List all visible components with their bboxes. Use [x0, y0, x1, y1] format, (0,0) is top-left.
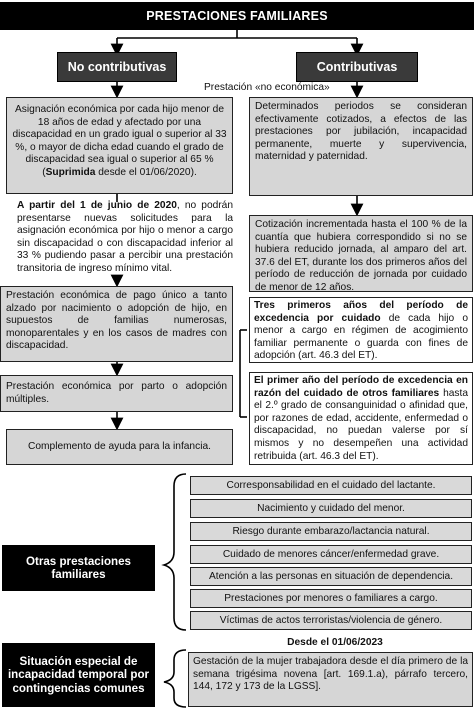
- parto-multiple-box: Prestación económica por parto o adopción múltiples.: [0, 375, 233, 412]
- transitoria-date: A partir del 1 de junio de 2020: [17, 200, 177, 211]
- page-title: PRESTACIONES FAMILIARES: [0, 2, 474, 30]
- excedencia-hijo-box: [249, 297, 473, 363]
- otras-item: Cuidado de menores cáncer/enfermedad grave.: [190, 545, 472, 564]
- asignacion-text: Asignación económica por cada hijo menor de 18 años de edad y afectado por una discapacidad en un grado igual o superior al 33 %, o mayor de dicha edad cuando el grado de discapacidad sea igual o superior al 65 % (: [12, 104, 227, 178]
- cotizados-box: Determinados periodos se consideran efectivamente cotizados, a efectos de las prestaciones por jubilación, incapacidad permanente, muerte y supervivencia, maternidad y paternidad.: [249, 97, 473, 196]
- otras-item: Corresponsabilidad en el cuidado del lactante.: [190, 476, 472, 495]
- excedencia-hijo-text: de cada hijo o menor a cargo en régimen de acogimiento familiar permanente o guarda con fines de adopción (art. 46.3 del ET).: [254, 312, 468, 362]
- otras-item: Víctimas de actos terroristas/violencia de género.: [190, 611, 472, 630]
- excedencia-familiares-box: [249, 372, 473, 465]
- asignacion-tail: desde el 01/06/2020).: [95, 166, 197, 178]
- otras-item: Nacimiento y cuidado del menor.: [190, 499, 472, 518]
- otras-item: Atención a las personas en situación de dependencia.: [190, 567, 472, 586]
- otras-item: Riesgo durante embarazo/lactancia natural.: [190, 522, 472, 541]
- suprimida-text: Suprimida: [45, 166, 96, 178]
- gestacion-box: Gestación de la mujer trabajadora desde el día primero de la semana trigésima novena [art. 169.1.a), párrafo tercero, 144, 172 y 173 de la LGSS].: [188, 652, 473, 707]
- excedencia-familiares-strong: El primer año del período de excedencia en razón del cuidado de otros familiares: [254, 375, 468, 399]
- situacion-especial-label: Situación especial de incapacidad temporal por contingencias comunes: [2, 643, 155, 707]
- branch-no-contributivas: No contributivas: [57, 52, 177, 82]
- infancia-box: Complemento de ayuda para la infancia.: [6, 429, 233, 465]
- branch-contributivas: Contributivas: [296, 52, 418, 82]
- asignacion-box: [6, 97, 233, 194]
- transitoria-note: [17, 200, 233, 277]
- excedencia-hijo-strong: Tres primeros años del período de excedencia por cuidado: [254, 300, 468, 324]
- excedencia-familiares-text: hasta el 2.º grado de consanguinidad o afinidad que, por razones de edad, accidente, enfermedad o discapacidad, no puedan valerse por sí mismos y no desempeñen una actividad retribuida (art. 46.3 del ET).: [254, 387, 468, 462]
- otras-item: Prestaciones por menores o familiares a cargo.: [190, 589, 472, 608]
- otras-prestaciones-label: Otras prestaciones familiares: [2, 545, 155, 591]
- transitoria-text: , no podrán presentarse nuevas solicitudes para la asignación económica por hijo o menor a cargo sin discapacidad o con discapacidad inferior al 33 % pudiendo pasar a percibir una prestación transitoria de ingreso mínimo vital.: [17, 200, 233, 274]
- cotizacion-incrementada-box: Cotización incrementada hasta el 100 % de la cuantía que hubiera correspondido si no se hubiera reducido jornada, al amparo del art. 37.6 del ET, durante los dos primeros años del período de reducción de jornada por cuidado de menor de 12 años.: [249, 215, 473, 292]
- pago-unico-box: Prestación económica de pago único a tanto alzado por nacimiento o adopción de hijo, en supuestos de familias numerosas, monoparentales y en los casos de madres con discapacidad.: [0, 286, 233, 362]
- no-economica-label: Prestación «no económica»: [204, 82, 330, 93]
- situacion-date: Desde el 01/06/2023: [287, 637, 383, 648]
